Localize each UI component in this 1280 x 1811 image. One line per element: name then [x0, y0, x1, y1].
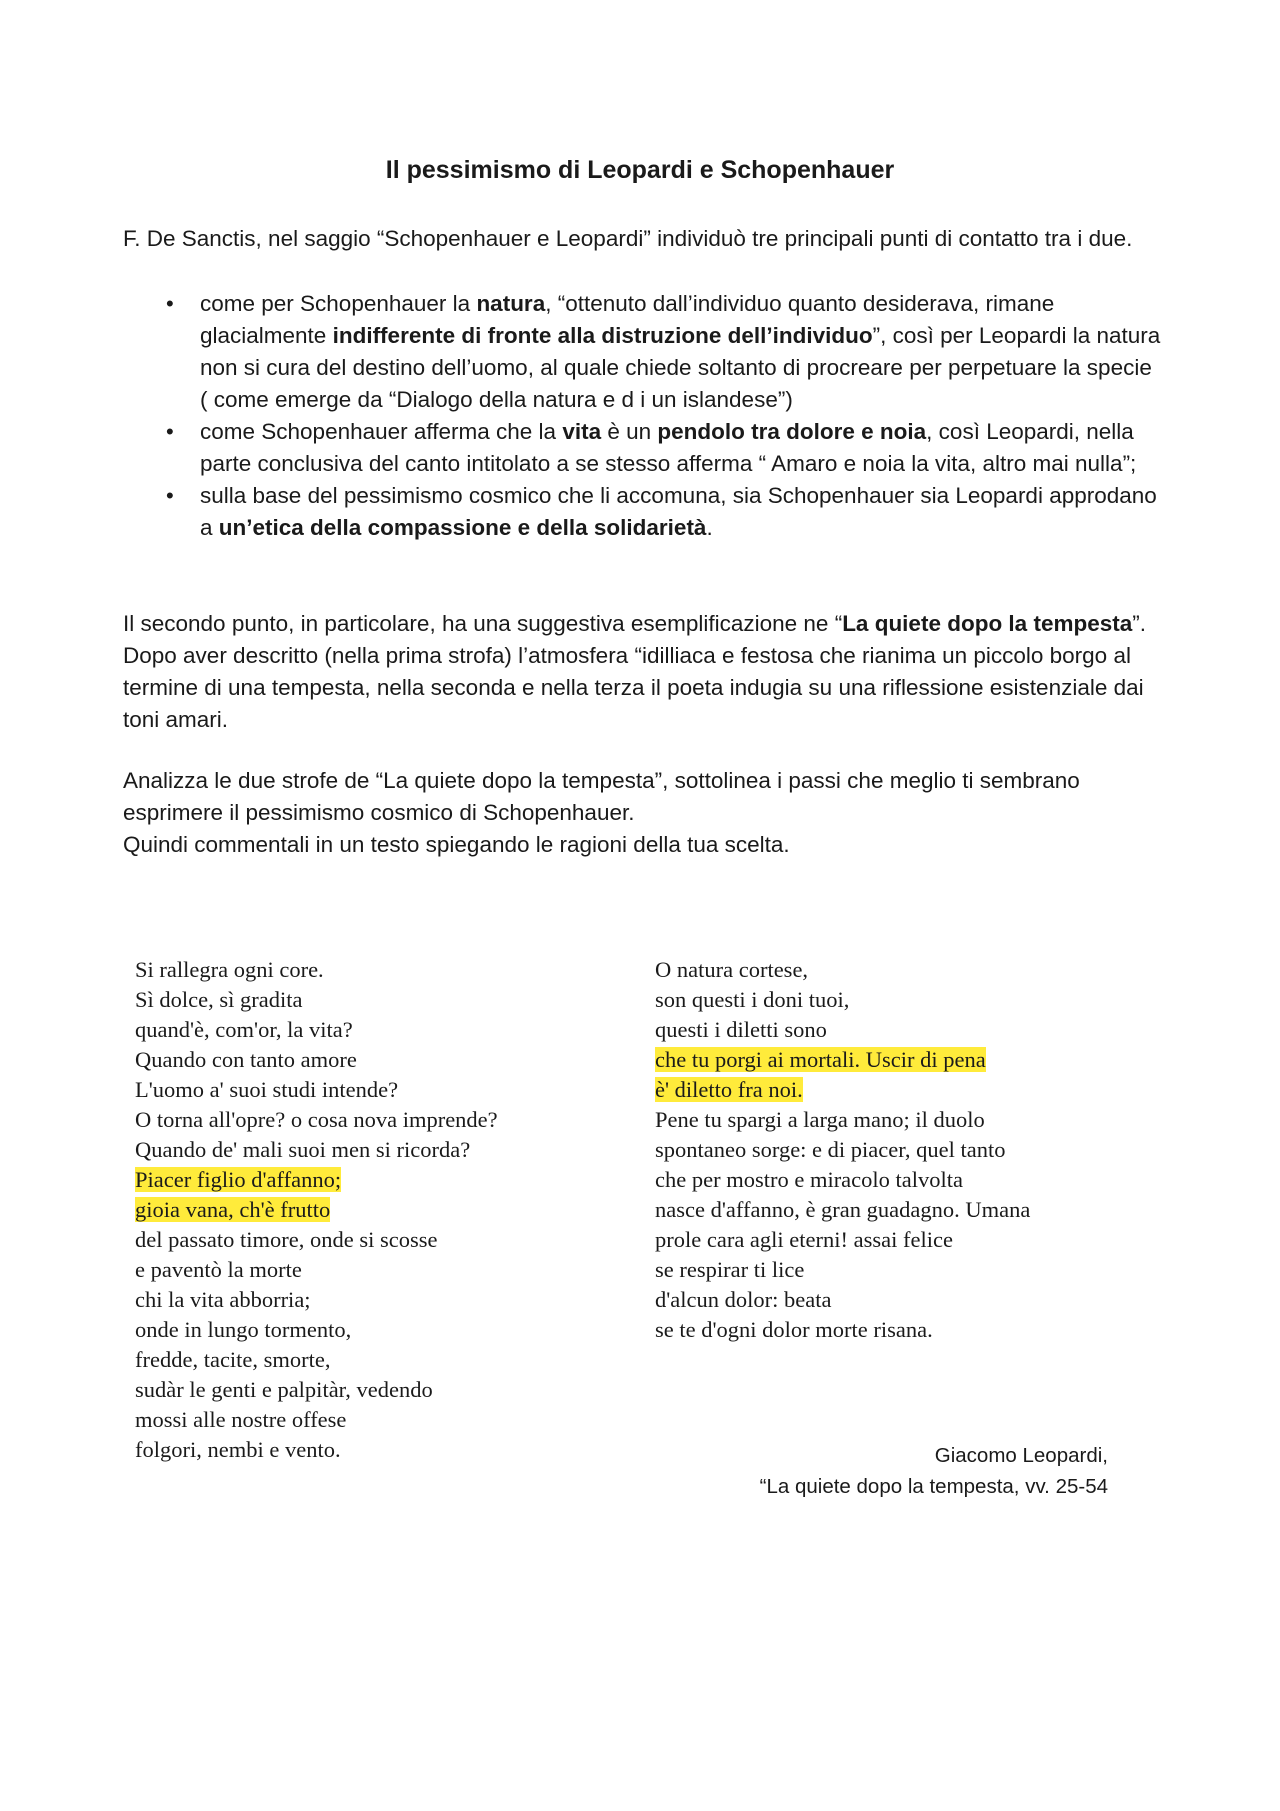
- poem-verse: Sì dolce, sì gradita: [135, 987, 303, 1012]
- intro-paragraph: F. De Sanctis, nel saggio “Schopenhauer e Leopardi” individuò tre principali punti di contatto tra i due.: [123, 226, 1133, 251]
- attribution-author: Giacomo Leopardi,: [934, 1444, 1108, 1467]
- poem-stanza-right: [655, 955, 1175, 1345]
- list-item: • come Schopenhauer afferma che la vita è un pendolo tra dolore e noia, così Leopardi, nella parte conclusiva del canto intitolato a se stesso afferma “ Amaro e noia la vita, altro mai nulla”;: [123, 416, 1163, 480]
- assignment-paragraph: [123, 765, 1168, 861]
- attribution-source: “La quiete dopo la tempesta, vv. 25-54: [759, 1475, 1108, 1498]
- poem-verse: O natura cortese,: [655, 957, 809, 982]
- poem-stanza-left: [135, 955, 655, 1465]
- poem-attribution: [508, 1440, 1108, 1502]
- list-item: • come per Schopenhauer la natura, “ottenuto dall’individuo quanto desiderava, rimane glacialmente indifferente di fronte alla distruzione dell’individuo”, così per Leopardi la natura non si cura del destino dell’uomo, al quale chiede soltanto di procreare per perpetuare la specie ( come emerge da “Dialogo della natura e d i un islandese”): [123, 288, 1163, 416]
- assignment-line: Analizza le due strofe de “La quiete dopo la tempesta”, sottolinea i passi che meglio ti sembrano esprimere il pessimismo cosmico di Schopenhauer.: [123, 768, 1080, 825]
- poem-verse: Quando de' mali suoi men si ricorda?: [135, 1137, 471, 1162]
- list-item: • sulla base del pessimismo cosmico che li accomuna, sia Schopenhauer sia Leopardi approdano a un’etica della compassione e della solidarietà.: [123, 480, 1163, 544]
- assignment-line: Quindi commentali in un testo spiegando le ragioni della tua scelta.: [123, 832, 790, 857]
- poem-verse: che per mostro e miracolo talvolta: [655, 1167, 964, 1192]
- poem-verse: questi i diletti sono: [655, 1017, 827, 1042]
- poem-verse-highlighted: che tu porgi ai mortali. Uscir di pena: [655, 1047, 986, 1072]
- page-title: Il pessimismo di Leopardi e Schopenhauer: [385, 156, 895, 184]
- poem-verse: d'alcun dolor: beata: [655, 1287, 832, 1312]
- poem-verse: prole cara agli eterni! assai felice: [655, 1227, 953, 1252]
- poem-verse: Quando con tanto amore: [135, 1047, 357, 1072]
- contact-points-list: [123, 288, 1163, 544]
- poem-verse: son questi i doni tuoi,: [655, 987, 850, 1012]
- poem-verse-highlighted: Piacer figlio d'affanno;: [135, 1167, 342, 1192]
- poem-verse: se respirar ti lice: [655, 1257, 805, 1282]
- poem-verse: Si rallegra ogni core.: [135, 957, 324, 982]
- second-point-paragraph: Il secondo punto, in particolare, ha una suggestiva esemplificazione ne “La quiete dopo la tempesta”. Dopo aver descritto (nella prima strofa) l’atmosfera “idilliaca e festosa che rianima un piccolo borgo al termine di una tempesta, nella seconda e nella terza il poeta indugia su una riflessione esistenziale dai toni amari.: [123, 611, 1146, 732]
- poem-verse: nasce d'affanno, è gran guadagno. Umana: [655, 1197, 1031, 1222]
- poem-verse: mossi alle nostre offese: [135, 1407, 347, 1432]
- poem-verse: e paventò la morte: [135, 1257, 302, 1282]
- poem-verse-highlighted: è' diletto fra noi.: [655, 1077, 803, 1102]
- poem-verse: del passato timore, onde si scosse: [135, 1227, 438, 1252]
- poem-verse-highlighted: gioia vana, ch'è frutto: [135, 1197, 331, 1222]
- poem-verse: se te d'ogni dolor morte risana.: [655, 1317, 933, 1342]
- poem-verse: fredde, tacite, smorte,: [135, 1347, 331, 1372]
- poem-verse: spontaneo sorge: e di piacer, quel tanto: [655, 1137, 1006, 1162]
- poem-verse: chi la vita abborria;: [135, 1287, 311, 1312]
- poem-verse: L'uomo a' suoi studi intende?: [135, 1077, 399, 1102]
- poem-verse: Pene tu spargi a larga mano; il duolo: [655, 1107, 985, 1132]
- poem-verse: onde in lungo tormento,: [135, 1317, 352, 1342]
- poem-verse: O torna all'opre? o cosa nova imprende?: [135, 1107, 498, 1132]
- poem-verse: folgori, nembi e vento.: [135, 1437, 341, 1462]
- poem-verse: sudàr le genti e palpitàr, vedendo: [135, 1377, 433, 1402]
- poem-verse: quand'è, com'or, la vita?: [135, 1017, 353, 1042]
